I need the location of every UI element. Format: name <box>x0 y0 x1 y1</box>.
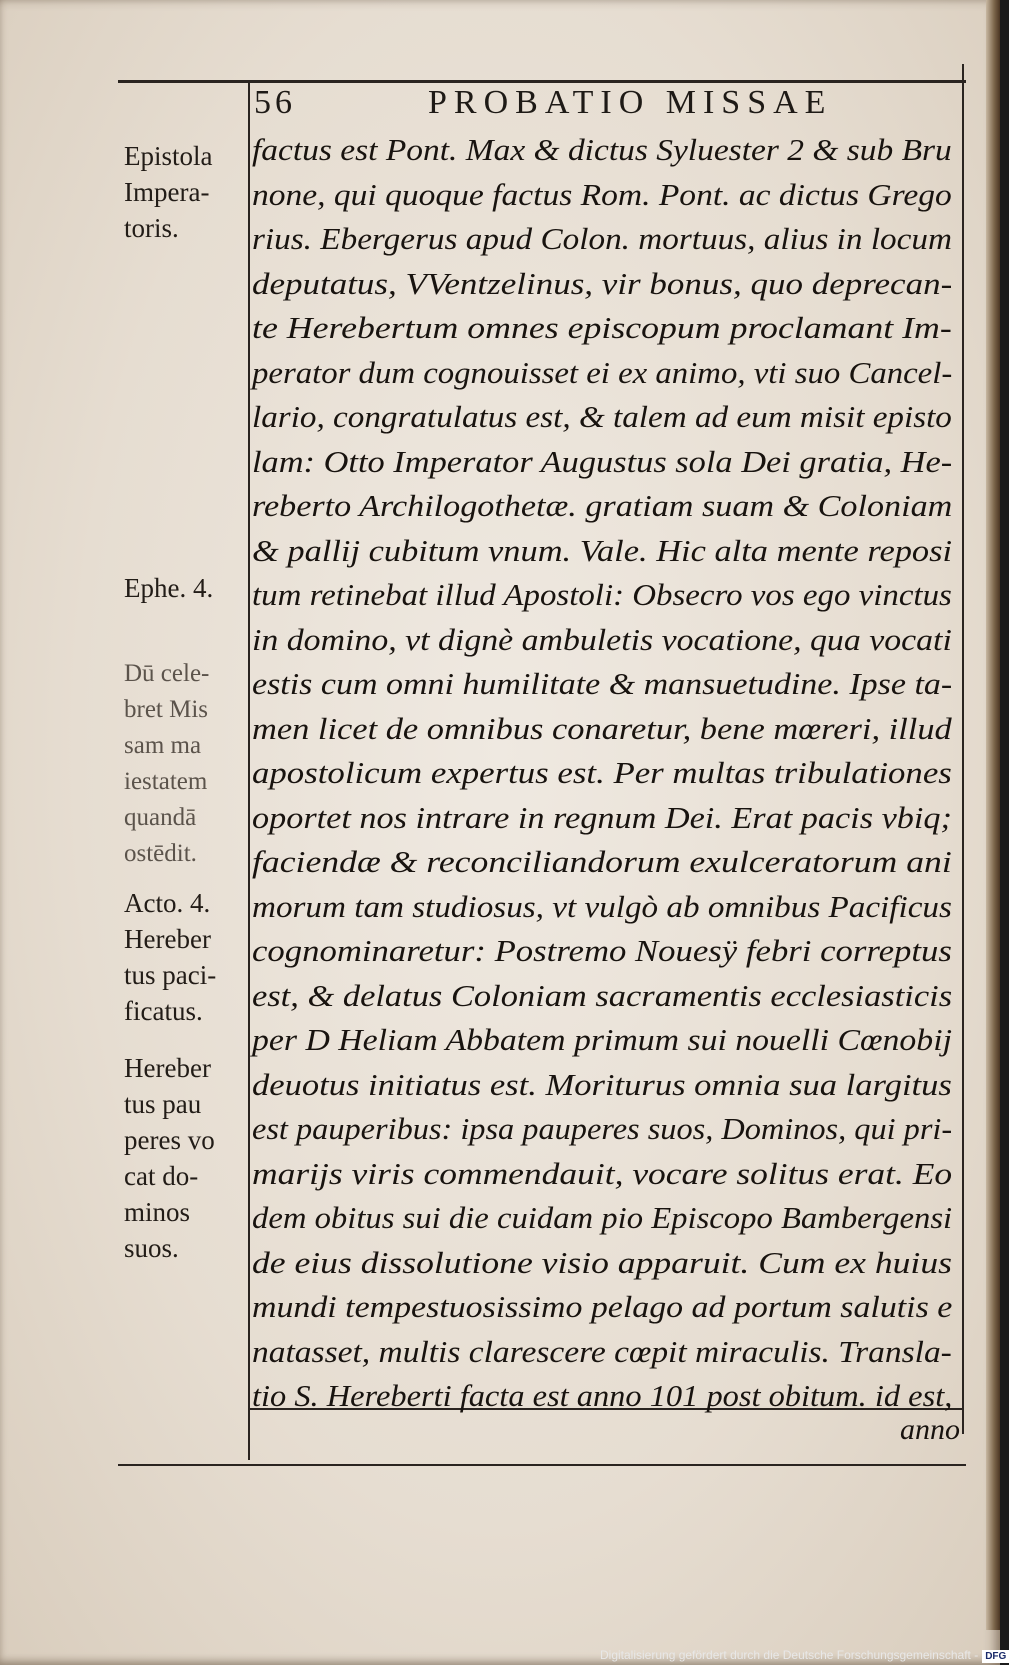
marginal-line: Hereber <box>124 924 211 954</box>
right-frame-rule <box>962 64 964 1434</box>
text-line: de eius dissolutione visio apparuit. Cum ex huius <box>252 1245 952 1280</box>
running-title: PROBATIO MISSAE <box>428 84 833 121</box>
digitization-credit <box>600 1646 1007 1665</box>
marginal-line: Acto. 4. <box>124 888 211 918</box>
text-line: per D Heliam Abbatem primum sui nouelli Cœnobij <box>252 1023 952 1057</box>
marginal-line: Impera- <box>124 177 210 207</box>
text-line: lam: Otto Imperator Augustus sola Dei gratia, He- <box>252 444 953 479</box>
text-line: deputatus, VVentzelinus, vir bonus, quo deprecan- <box>252 266 953 301</box>
catchword: anno <box>900 1413 960 1446</box>
marginal-note-ephe <box>124 570 248 606</box>
marginal-note-epistola <box>124 138 248 246</box>
text-line: est, & delatus Coloniam sacramentis ecclesiasticis <box>252 978 953 1013</box>
text-line: tio S. Hereberti facta est anno 101 post obitum. id est, <box>252 1379 953 1413</box>
text-line: deuotus initiatus est. Moriturus omnia sua largitus <box>252 1067 952 1102</box>
text-line: & pallij cubitum vnum. Vale. Hic alta mente reposi <box>252 533 953 568</box>
marginal-line: tus pau <box>124 1089 202 1119</box>
text-line: faciendæ & reconciliandorum exulceratorum ani <box>252 845 952 879</box>
marginal-line: suos. <box>124 1233 179 1263</box>
text-line: reberto Archilogothetæ. gratiam suam & Coloniam <box>252 489 953 523</box>
main-text-block <box>252 128 958 1419</box>
text-line: none, qui quoque factus Rom. Pont. ac dictus Grego <box>252 177 952 212</box>
marginal-line: ostēdit. <box>124 840 197 867</box>
text-line: estis cum omni humilitate & mansuetudine. Ipse ta- <box>252 667 953 701</box>
text-line: marijs viris commendauit, vocare solitus erat. Eo <box>252 1156 953 1191</box>
marginal-note-pacificatus <box>124 885 248 1029</box>
marginal-line: quandā <box>124 804 197 831</box>
marginal-line: minos <box>124 1197 191 1227</box>
text-line: dem obitus sui die cuidam pio Episcopo Bambergensi <box>252 1201 953 1235</box>
running-head <box>248 84 960 134</box>
text-line: perator dum cognouisset ei ex animo, vti suo Cancel- <box>252 355 953 390</box>
marginal-note-missam <box>124 656 248 872</box>
text-line: natasset, multis clarescere cœpit miraculis. Transla- <box>252 1334 952 1369</box>
text-line: te Herebertum omnes episcopum proclamant Im- <box>252 311 952 345</box>
marginal-line: peres vo <box>124 1125 215 1155</box>
marginal-line: Hereber <box>124 1053 211 1083</box>
marginal-line: Dū cele- <box>124 660 210 687</box>
text-line: tum retinebat illud Apostoli: Obsecro vos ego vinctus <box>252 578 952 612</box>
marginal-line: toris. <box>124 213 179 243</box>
marginal-line: cat do- <box>124 1161 199 1191</box>
page-bottom-rule <box>118 1464 966 1466</box>
text-line: rius. Ebergerus apud Colon. mortuus, alius in locum <box>252 222 952 256</box>
marginal-line: Ephe. 4. <box>124 573 214 603</box>
marginal-line: Epistola <box>124 141 213 171</box>
page-fore-edge <box>986 0 1000 1630</box>
dfg-logo: DFG <box>982 1650 1009 1663</box>
marginal-line: bret Mis <box>124 696 209 723</box>
marginal-line: sam ma <box>124 732 202 759</box>
credit-text: Digitalisierung gefördert durch die Deutsche Forschungsgemeinschaft - <box>600 1648 979 1662</box>
marginal-line: tus paci- <box>124 960 217 990</box>
text-line: lario, congratulatus est, & talem ad eum misit episto <box>252 400 952 434</box>
text-line: mundi tempestuosissimo pelago ad portum salutis e <box>252 1290 953 1324</box>
text-line: est pauperibus: ipsa pauperes suos, Dominos, qui pri- <box>252 1112 953 1146</box>
text-line: in domino, vt dignè ambuletis vocatione, qua vocati <box>252 622 952 657</box>
text-line: morum tam studiosus, vt vulgò ab omnibus Pacificus <box>252 889 952 924</box>
marginal-line: ficatus. <box>124 996 203 1026</box>
text-line: factus est Pont. Max & dictus Syluester 2 & sub Bru <box>252 133 952 167</box>
margin-divider-rule <box>248 80 250 1460</box>
text-line: cognominaretur: Postremo Nouesÿ febri correptus <box>252 934 952 968</box>
text-line: apostolicum expertus est. Per multas tribulationes <box>252 756 952 790</box>
marginal-line: iestatem <box>124 768 208 795</box>
top-rule <box>118 80 966 83</box>
text-line: oportet nos intrare in regnum Dei. Erat pacis vbiq; <box>252 800 952 835</box>
text-line: men licet de omnibus conaretur, bene mœreri, illud <box>252 711 952 746</box>
marginal-note-pauperes <box>124 1050 248 1266</box>
page-number: 56 <box>254 84 296 121</box>
